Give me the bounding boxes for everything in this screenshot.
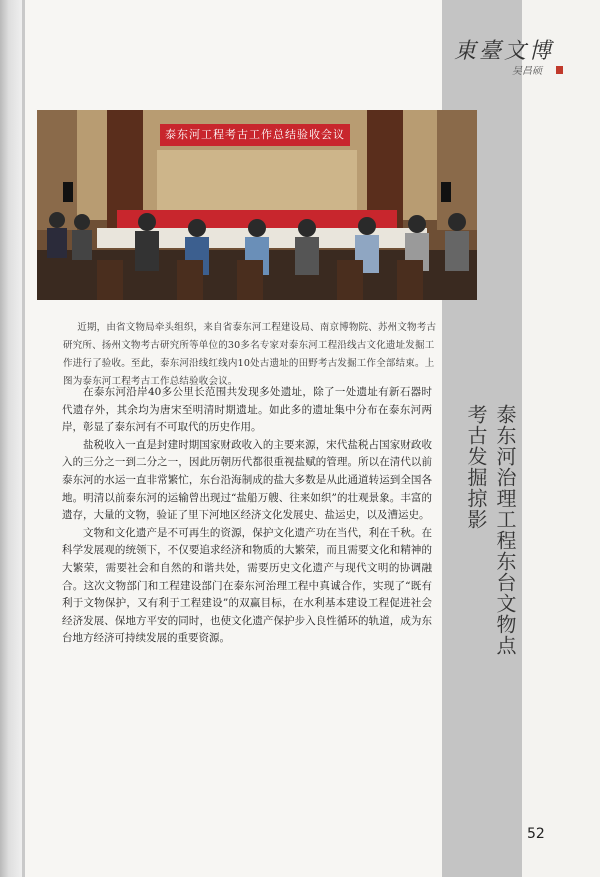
logo-signature: 吴昌硕: [512, 66, 542, 77]
right-margin: [522, 0, 600, 877]
article-title: [440, 404, 520, 724]
article-title-line1: 泰东河治理工程东台文物点: [493, 404, 517, 656]
article-paragraph: 文物和文化遗产是不可再生的资源，保护文化遗产功在当代，利在千秋。在科学发展观的统领下，不仅要追求经济和物质的大繁荣，而且需要文化和精神的大繁荣，需要社会和自然的和谐共处，需要历史文化遗产与现代文明的协调融合。这次文物部门和工程建设部门在泰东河治理工程中真诚合作，实现了“既有利于文物保护，又有利于工程建设”的双赢目标，在水利基本建设工程促进社会经济发展、保地方平安的同时，也使文化遗产保护步入良性循环的轨道，成为东台地方经济可持续发展的重要资源。: [62, 526, 432, 645]
article-title-line2: 考古发掘掠影: [464, 404, 488, 530]
article-body: [62, 384, 432, 648]
logo-title: 東臺文博: [454, 39, 555, 64]
article-paragraph: 盐税收入一直是封建时期国家财政收入的主要来源，宋代盐税占国家财政收入的三分之一到二分之一，因此历朝历代都很重视盐赋的管理。所以在清代以前泰东河的水运一直非常繁忙，东台沿海制成的盐大多数是从此通道转运到全国各地。明清以前泰东河的运输曾出现过“盐船万艘、往来如织”的壮观景象。丰富的遗存，大量的文物，验证了里下河地区经济文化发展史、盐运史，以及漕运史。: [62, 438, 432, 522]
binding-spine: [0, 0, 22, 877]
article-paragraph: 在泰东河沿岸40多公里长范围共发现多处遗址，除了一处遗址有新石器时代遗存外，其余均为唐宋至明清时期遗址。如此多的遗址集中分布在泰东河两岸，彰显了泰东河有不可取代的历史作用。: [62, 386, 432, 434]
meeting-photo: [37, 110, 477, 300]
red-seal: [556, 66, 563, 74]
meeting-banner: 泰东河工程考古工作总结验收会议: [160, 124, 350, 146]
photo-caption: 近期，由省文物局牵头组织，来自省泰东河工程建设局、南京博物院、苏州文物考古研究所、扬州文物考古研究所等单位的30多名专家对泰东河工程沿线古文化遗址发掘工作进行了验收。至此，泰东河沿线红线内10处古遗址的田野考古发掘工作全部结束。上图为泰东河工程考古工作总结验收会议。: [63, 322, 437, 387]
spine-edge: [22, 0, 25, 877]
magazine-logo: [454, 34, 564, 78]
page-number: 52: [527, 826, 545, 842]
